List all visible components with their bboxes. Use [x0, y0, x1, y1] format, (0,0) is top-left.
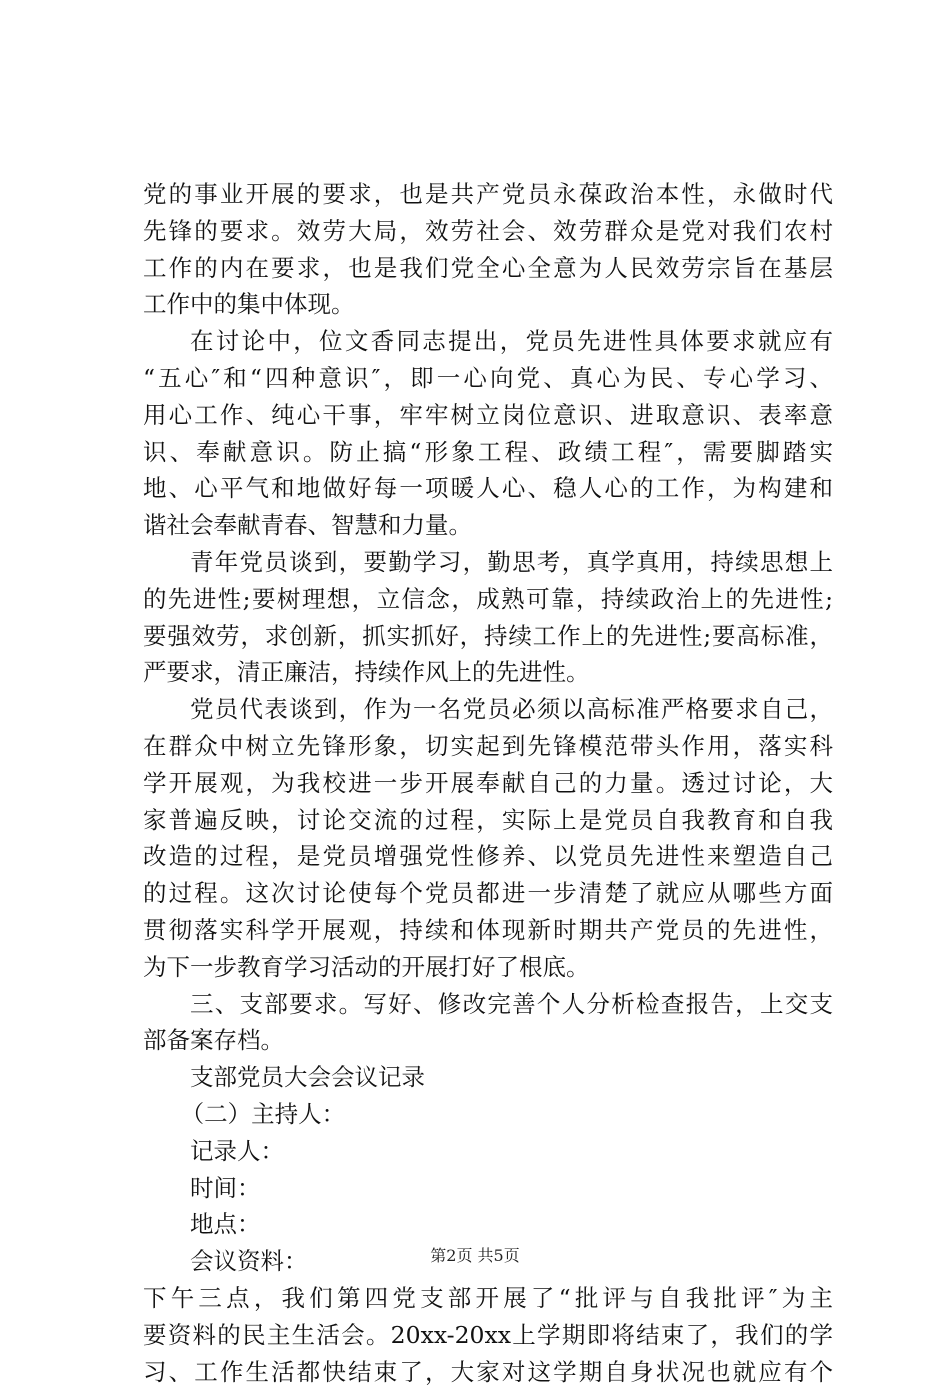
text-line: 地、心平气和地做好每一项暖人心、稳人心的工作，为构建和	[143, 470, 833, 507]
text-line: 工作中的集中体现。	[143, 286, 833, 323]
text-line: 学开展观，为我校进一步开展奉献自己的力量。透过讨论，大	[143, 765, 833, 802]
text-line: 党员代表谈到，作为一名党员必须以高标准严格要求自己，	[143, 691, 833, 728]
text-line: 识、奉献意识。防止搞“形象工程、政绩工程″，需要脚踏实	[143, 434, 833, 471]
text-line: 家普遍反映，讨论交流的过程，实际上是党员自我教育和自我	[143, 802, 833, 839]
text-line: 三、支部要求。写好、修改完善个人分析检查报告，上交支	[143, 986, 833, 1023]
text-line: 工作的内在要求，也是我们党全心全意为人民效劳宗旨在基层	[143, 250, 833, 287]
text-line: 在讨论中，位文香同志提出，党员先进性具体要求就应有	[143, 323, 833, 360]
text-line: 部备案存档。	[143, 1022, 833, 1059]
text-line: 严要求，清正廉洁，持续作风上的先进性。	[143, 654, 833, 691]
text-line: 改造的过程，是党员增强党性修养、以党员先进性来塑造自己	[143, 838, 833, 875]
text-line: 要强效劳，求创新，抓实抓好，持续工作上的先进性;要高标准，	[143, 618, 833, 655]
text-line: 党的事业开展的要求，也是共产党员永葆政治本性，永做时代	[143, 176, 833, 213]
text-line: 地点：	[143, 1206, 833, 1243]
text-line: 先锋的要求。效劳大局，效劳社会、效劳群众是党对我们农村	[143, 213, 833, 250]
text-line: 时间：	[143, 1170, 833, 1207]
text-line: “五心″和“四种意识″，即一心向党、真心为民、专心学习、	[143, 360, 833, 397]
text-line: 的过程。这次讨论使每个党员都进一步清楚了就应从哪些方面	[143, 875, 833, 912]
text-line: 记录人：	[143, 1133, 833, 1170]
text-line: 会议资料：	[143, 1243, 833, 1280]
text-line: 的先进性;要树理想，立信念，成熟可靠，持续政治上的先进性;	[143, 581, 833, 618]
text-line: 下午三点，我们第四党支部开展了“批评与自我批评″为主	[143, 1280, 833, 1317]
text-line: 用心工作、纯心干事，牢牢树立岗位意识、进取意识、表率意	[143, 397, 833, 434]
text-line: 贯彻落实科学开展观，持续和体现新时期共产党员的先进性，	[143, 912, 833, 949]
text-line: 支部党员大会会议记录	[143, 1059, 833, 1096]
page-footer: 第2页 共5页	[0, 1244, 950, 1268]
text-line: 谐社会奉献青春、智慧和力量。	[143, 507, 833, 544]
text-line: 青年党员谈到，要勤学习，勤思考，真学真用，持续思想上	[143, 544, 833, 581]
text-line: 习、工作生活都快结束了，大家对这学期自身状况也就应有个	[143, 1354, 833, 1390]
text-line: 在群众中树立先锋形象，切实起到先锋模范带头作用，落实科	[143, 728, 833, 765]
document-body	[143, 176, 833, 1390]
text-line: 为下一步教育学习活动的开展打好了根底。	[143, 949, 833, 986]
text-line: 要资料的民主生活会。20xx-20xx上学期即将结束了，我们的学	[143, 1317, 833, 1354]
text-line: （二）主持人：	[143, 1096, 833, 1133]
